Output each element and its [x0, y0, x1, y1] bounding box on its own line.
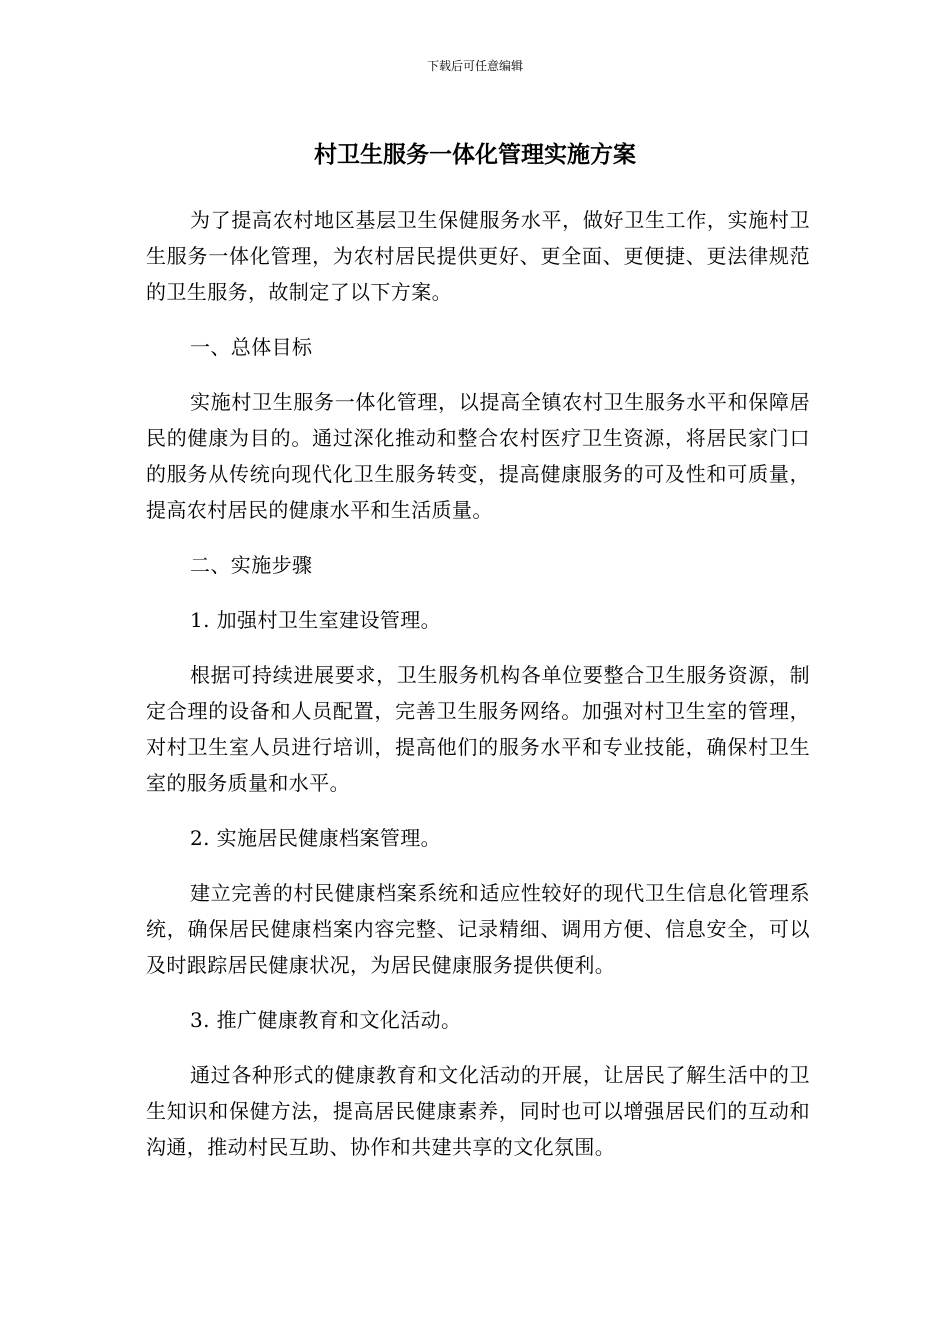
header-note: 下载后可任意编辑 [426, 59, 523, 73]
section-heading-implementation-steps: 二、实施步骤 [190, 553, 313, 577]
section-heading-overall-goal: 一、总体目标 [190, 335, 313, 359]
overall-goal-paragraph: 实施村卫生服务一体化管理，以提高全镇农村卫生服务水平和保障居民的健康为目的。通过深化推动和整合农村医疗卫生资源，将居民家门口的服务从传统向现代化卫生服务转变，提高健康服务的可及性和可质量，提高农村居民的健康水平和生活质量。 [146, 390, 810, 522]
step-paragraph-3: 通过各种形式的健康教育和文化活动的开展，让居民了解生活中的卫生知识和保健方法，提高居民健康素养，同时也可以增强居民们的互动和沟通，推动村民互助、协作和共建共享的文化氛围。 [146, 1063, 810, 1159]
step-paragraph-2: 建立完善的村民健康档案系统和适应性较好的现代卫生信息化管理系统，确保居民健康档案内容完整、记录精细、调用方便、信息安全，可以及时跟踪居民健康状况，为居民健康服务提供便利。 [146, 881, 810, 977]
step-paragraph-1: 根据可持续进展要求，卫生服务机构各单位要整合卫生服务资源，制定合理的设备和人员配置，完善卫生服务网络。加强对村卫生室的管理，对村卫生室人员进行培训，提高他们的服务水平和专业技能，确保村卫生室的服务质量和水平。 [146, 663, 810, 795]
step-heading-1: 1. 加强村卫生室建设管理。 [190, 608, 442, 632]
intro-paragraph: 为了提高农村地区基层卫生保健服务水平，做好卫生工作，实施村卫生服务一体化管理，为农村居民提供更好、更全面、更便捷、更法律规范的卫生服务，故制定了以下方案。 [146, 208, 810, 304]
step-heading-2: 2. 实施居民健康档案管理。 [190, 826, 442, 850]
step-heading-3: 3. 推广健康教育和文化活动。 [190, 1008, 462, 1032]
document-body [146, 202, 810, 1184]
document-title: 村卫生服务一体化管理实施方案 [314, 142, 636, 168]
